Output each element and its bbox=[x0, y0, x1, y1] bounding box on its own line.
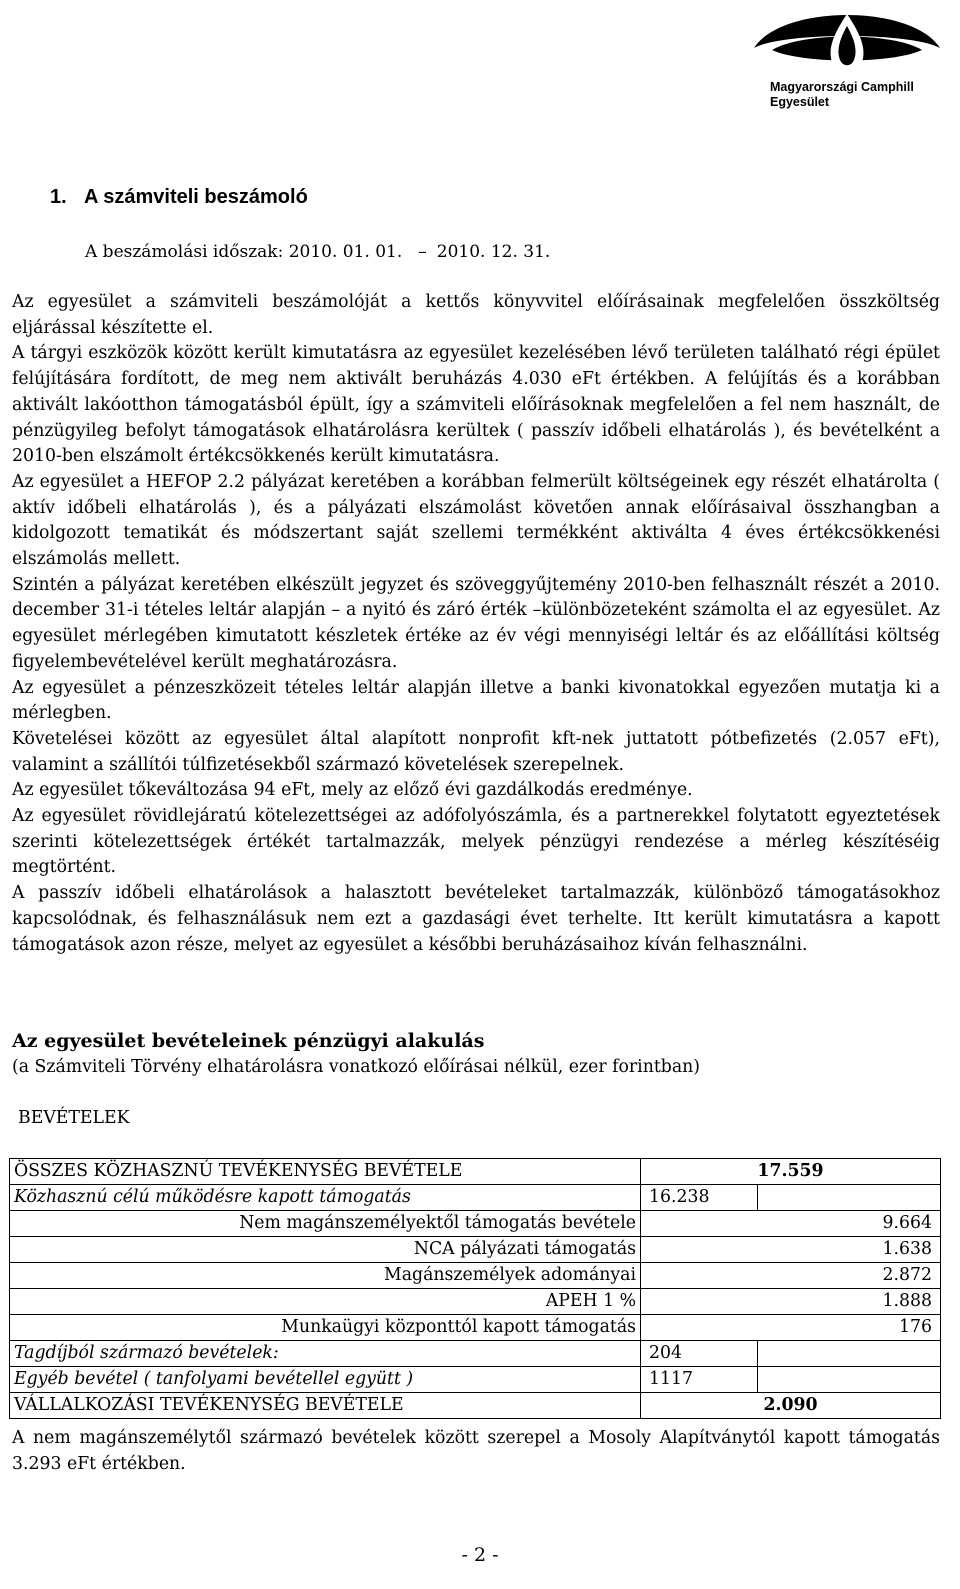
income-section-title: Az egyesület bevételeinek pénzügyi alakulás bbox=[12, 1030, 485, 1052]
paragraph: Szintén a pályázat keretében elkészült jegyzet és szöveggyűjtemény 2010-ben felhasznált részét a 2010. december 31-i tételes leltár alapján – a nyitó és záró érték –különbözeteként számolta el az egyesület. Az egyesület mérlegében kimutatott készletek értéke az év végi mennyiségi leltár és az előállítási költség figyelembevételével került meghatározásra. bbox=[12, 574, 940, 672]
row-label: Tagdíjból származó bevételek: bbox=[10, 1341, 641, 1367]
table-row bbox=[10, 1263, 941, 1289]
row-value: 9.664 bbox=[641, 1211, 941, 1237]
paragraph: Az egyesület rövidlejáratú kötelezettségei az adófolyószámla, és a partnerekkel folytatott egyeztetések szerinti kötelezettségek értékét tartalmazzák, melyek pénzügyi rendezése a mérleg készítéséig megtörtént. bbox=[12, 806, 940, 878]
table-row bbox=[10, 1159, 941, 1185]
organization-logo bbox=[752, 2, 942, 114]
paragraph: A tárgyi eszközök között került kimutatásra az egyesület kezelésében lévő területen található régi épület felújítására fordított, de meg nem aktivált beruházás 4.030 eFt értékben. A felújítás és a korábban aktivált lakóotthon támogatásból épült, így a számviteli előírásoknak megfelelően a fel nem használt, de pénzügyileg befolyt támogatások elhatárolásra kerültek ( passzív időbeli elhatárolás ), és bevételként a 2010-ben elszámolt értékcsökkenés került kimutatásra. bbox=[12, 343, 940, 467]
row-empty-cell bbox=[758, 1185, 941, 1211]
row-value: 2.872 bbox=[641, 1263, 941, 1289]
table-row bbox=[10, 1367, 941, 1393]
row-value: 1117 bbox=[641, 1367, 758, 1393]
table-row bbox=[10, 1393, 941, 1419]
period-end: 2010. 12. 31. bbox=[436, 242, 551, 262]
row-empty-cell bbox=[758, 1341, 941, 1367]
row-value: 204 bbox=[641, 1341, 758, 1367]
logo-text bbox=[770, 80, 940, 110]
section-heading bbox=[50, 186, 308, 209]
paragraph: Követelései között az egyesület által alapított nonprofit kft-nek juttatott pótbefizetés (2.057 eFt), valamint a szállítói túlfizetésekből származó követelések szerepelnek. bbox=[12, 728, 940, 775]
paragraph: Az egyesület a HEFOP 2.2 pályázat keretében a korábban felmerült költségeinek egy részét elhatárolta ( aktív időbeli elhatárolás ), és a pályázati elszámolást követően annak előírásaival összhangban a kidolgozott tematikát és módszertant saját szellemi termékként aktiválta 4 éves értékcsökkenési elszámolás mellett. bbox=[12, 471, 940, 570]
closing-note: A nem magánszemélytől származó bevételek között szerepel a Mosoly Alapítványtól kapott támogatás 3.293 eFt értékben. bbox=[12, 1428, 940, 1474]
paragraph: Az egyesület a számviteli beszámolóját a kettős könyvvitel előírásainak megfelelően összköltség eljárással készítette el. bbox=[12, 292, 940, 338]
row-label: APEH 1 % bbox=[10, 1289, 641, 1315]
table-row bbox=[10, 1341, 941, 1367]
row-label: Nem magánszemélyektől támogatás bevétele bbox=[10, 1211, 641, 1237]
paragraph: Az egyesület a pénzeszközeit tételes leltár alapján illetve a banki kivonatokkal egyezően mutatja ki a mérlegben. bbox=[12, 677, 940, 724]
row-value: 16.238 bbox=[641, 1185, 758, 1211]
row-value: 2.090 bbox=[641, 1393, 941, 1419]
row-label: NCA pályázati támogatás bbox=[10, 1237, 641, 1263]
table-row bbox=[10, 1237, 941, 1263]
income-label: BEVÉTELEK bbox=[18, 1108, 130, 1128]
logo-line-2: Egyesület bbox=[770, 95, 830, 109]
reporting-period bbox=[85, 242, 550, 262]
paragraph: A passzív időbeli elhatárolások a halasztott bevételeket tartalmazzák, különböző támogatásokhoz kapcsolódnak, és felhasználásuk nem ezt a gazdasági évet terhelte. Itt került kimutatásra a kapott támogatások azon része, melyet az egyesület a későbbi beruházásaihoz kíván felhasználni. bbox=[12, 883, 940, 955]
row-empty-cell bbox=[758, 1367, 941, 1393]
table-row bbox=[10, 1211, 941, 1237]
row-label: ÖSSZES KÖZHASZNÚ TEVÉKENYSÉG BEVÉTELE bbox=[10, 1159, 641, 1185]
table-row bbox=[10, 1289, 941, 1315]
heading-title: A számviteli beszámoló bbox=[84, 186, 308, 208]
row-label: Munkaügyi központtól kapott támogatás bbox=[10, 1315, 641, 1341]
period-label: A beszámolási időszak: 2010. 01. 01. bbox=[85, 242, 403, 262]
paragraph: Az egyesület tőkeváltozása 94 eFt, mely az előző évi gazdálkodás eredménye. bbox=[12, 780, 693, 801]
row-value: 176 bbox=[641, 1315, 941, 1341]
row-label: Magánszemélyek adományai bbox=[10, 1263, 641, 1289]
row-value: 17.559 bbox=[641, 1159, 941, 1185]
heading-number: 1. bbox=[50, 186, 67, 208]
row-value: 1.638 bbox=[641, 1237, 941, 1263]
row-label: VÁLLALKOZÁSI TEVÉKENYSÉG BEVÉTELE bbox=[10, 1393, 641, 1419]
camphill-eye-icon bbox=[752, 2, 942, 82]
row-label: Közhasznú célú működésre kapott támogatás bbox=[10, 1185, 641, 1211]
income-table bbox=[9, 1158, 941, 1419]
period-dash: – bbox=[418, 242, 427, 262]
page-number: - 2 - bbox=[461, 1544, 499, 1566]
row-label: Egyéb bevétel ( tanfolyami bevétellel együtt ) bbox=[10, 1367, 641, 1393]
row-value: 1.888 bbox=[641, 1289, 941, 1315]
income-section-subtitle: (a Számviteli Törvény elhatárolásra vonatkozó előírásai nélkül, ezer forintban) bbox=[12, 1057, 701, 1077]
logo-line-1: Magyarországi Camphill bbox=[770, 80, 914, 94]
body-text bbox=[12, 290, 940, 958]
table-row bbox=[10, 1315, 941, 1341]
table-row bbox=[10, 1185, 941, 1211]
